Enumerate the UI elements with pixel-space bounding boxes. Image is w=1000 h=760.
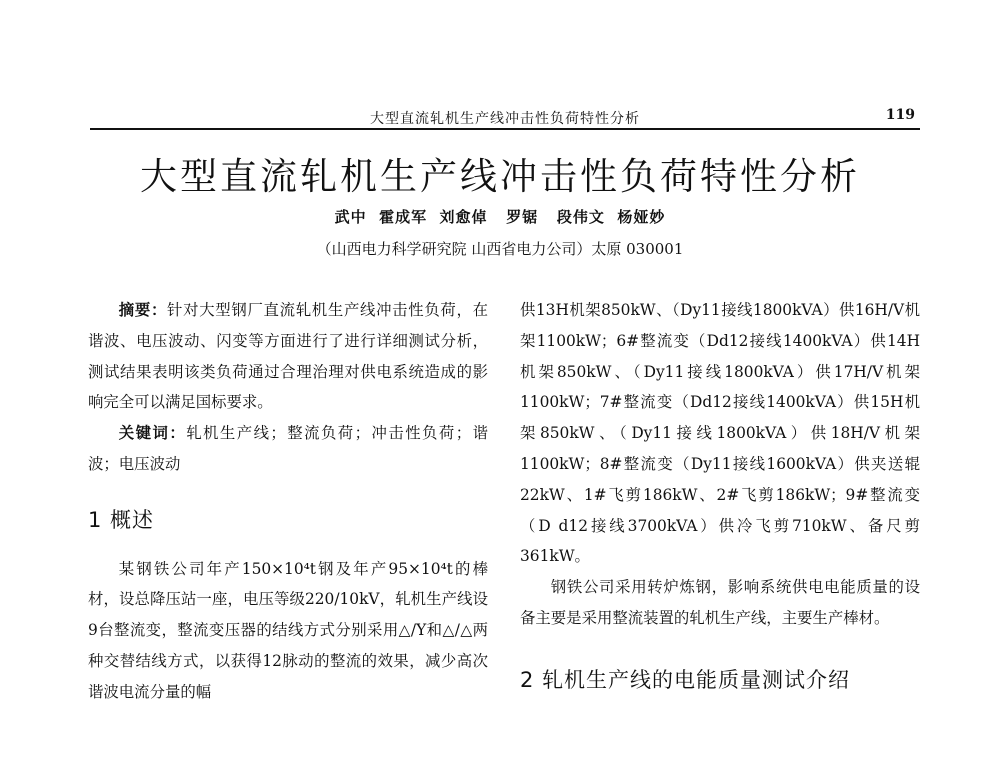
running-title: 大型直流轧机生产线冲击性负荷特性分析: [370, 111, 640, 127]
left-column: [88, 295, 488, 708]
steel-plant-paragraph: 钢铁公司采用转炉炼钢，影响系统供电电能质量的设备主要是采用整流装置的轧机生产线，主要生产棒材。: [520, 578, 920, 627]
abstract-text: 针对大型钢厂直流轧机生产线冲击性负荷，在谐波、电压波动、闪变等方面进行了进行详细测试分析，测试结果表明该类负荷通过合理治理对供电系统造成的影响完全可以满足国标要求。: [88, 301, 488, 412]
section-1-paragraph: 某钢铁公司年产150×10⁴t钢及年产95×10⁴t的棒材，设总降压站一座，电压等级220/10kV，轧机生产线设9台整流变，整流变压器的结线方式分别采用△/Y和△/△两种交替结线方式，以获得12脉动的整流的效果，减少高次谐波电流分量的幅: [88, 559, 488, 701]
authors: 武中 霍成军 刘愈倬 罗锯 段伟文 杨娅妙: [334, 208, 666, 226]
right-column: [520, 295, 920, 696]
header-rule: [90, 128, 920, 130]
keywords: [88, 418, 488, 480]
paper-title: 大型直流轧机生产线冲击性负荷特性分析: [140, 155, 860, 198]
abstract: [88, 295, 488, 418]
abstract-label: 摘要：: [118, 301, 168, 319]
keywords-label: 关键词：: [118, 424, 187, 443]
section-2-heading: 2 轧机生产线的电能质量测试介绍: [520, 667, 851, 692]
keywords-text: 轧机生产线；整流负荷；冲击性负荷；谐波；电压波动: [88, 424, 488, 473]
transformer-list-paragraph: 供13H机架850kW、（Dy11接线1800kVA）供16H/V机架1100kW；6#整流变（Dd12接线1400kVA）供14H机架850kW、（Dy11接线1800kVA）供17H/V机架1100kW；7#整流变（Dd12接线1400kVA）供15H机架850kW、（Dy11接线1800kVA）供18H/V机架1100kW；8#整流变（Dy11接线1600kVA）供夹送辊22kW、1#飞剪186kW、2#飞剪186kW；9#整流变（D d12接线3700kVA）供冷飞剪710kW、备尺剪361kW。: [520, 301, 920, 566]
page-number: 119: [885, 107, 915, 123]
affiliation: （山西电力科学研究院 山西省电力公司）太原 030001: [316, 240, 684, 258]
section-1-heading: 1 概述: [88, 507, 155, 532]
